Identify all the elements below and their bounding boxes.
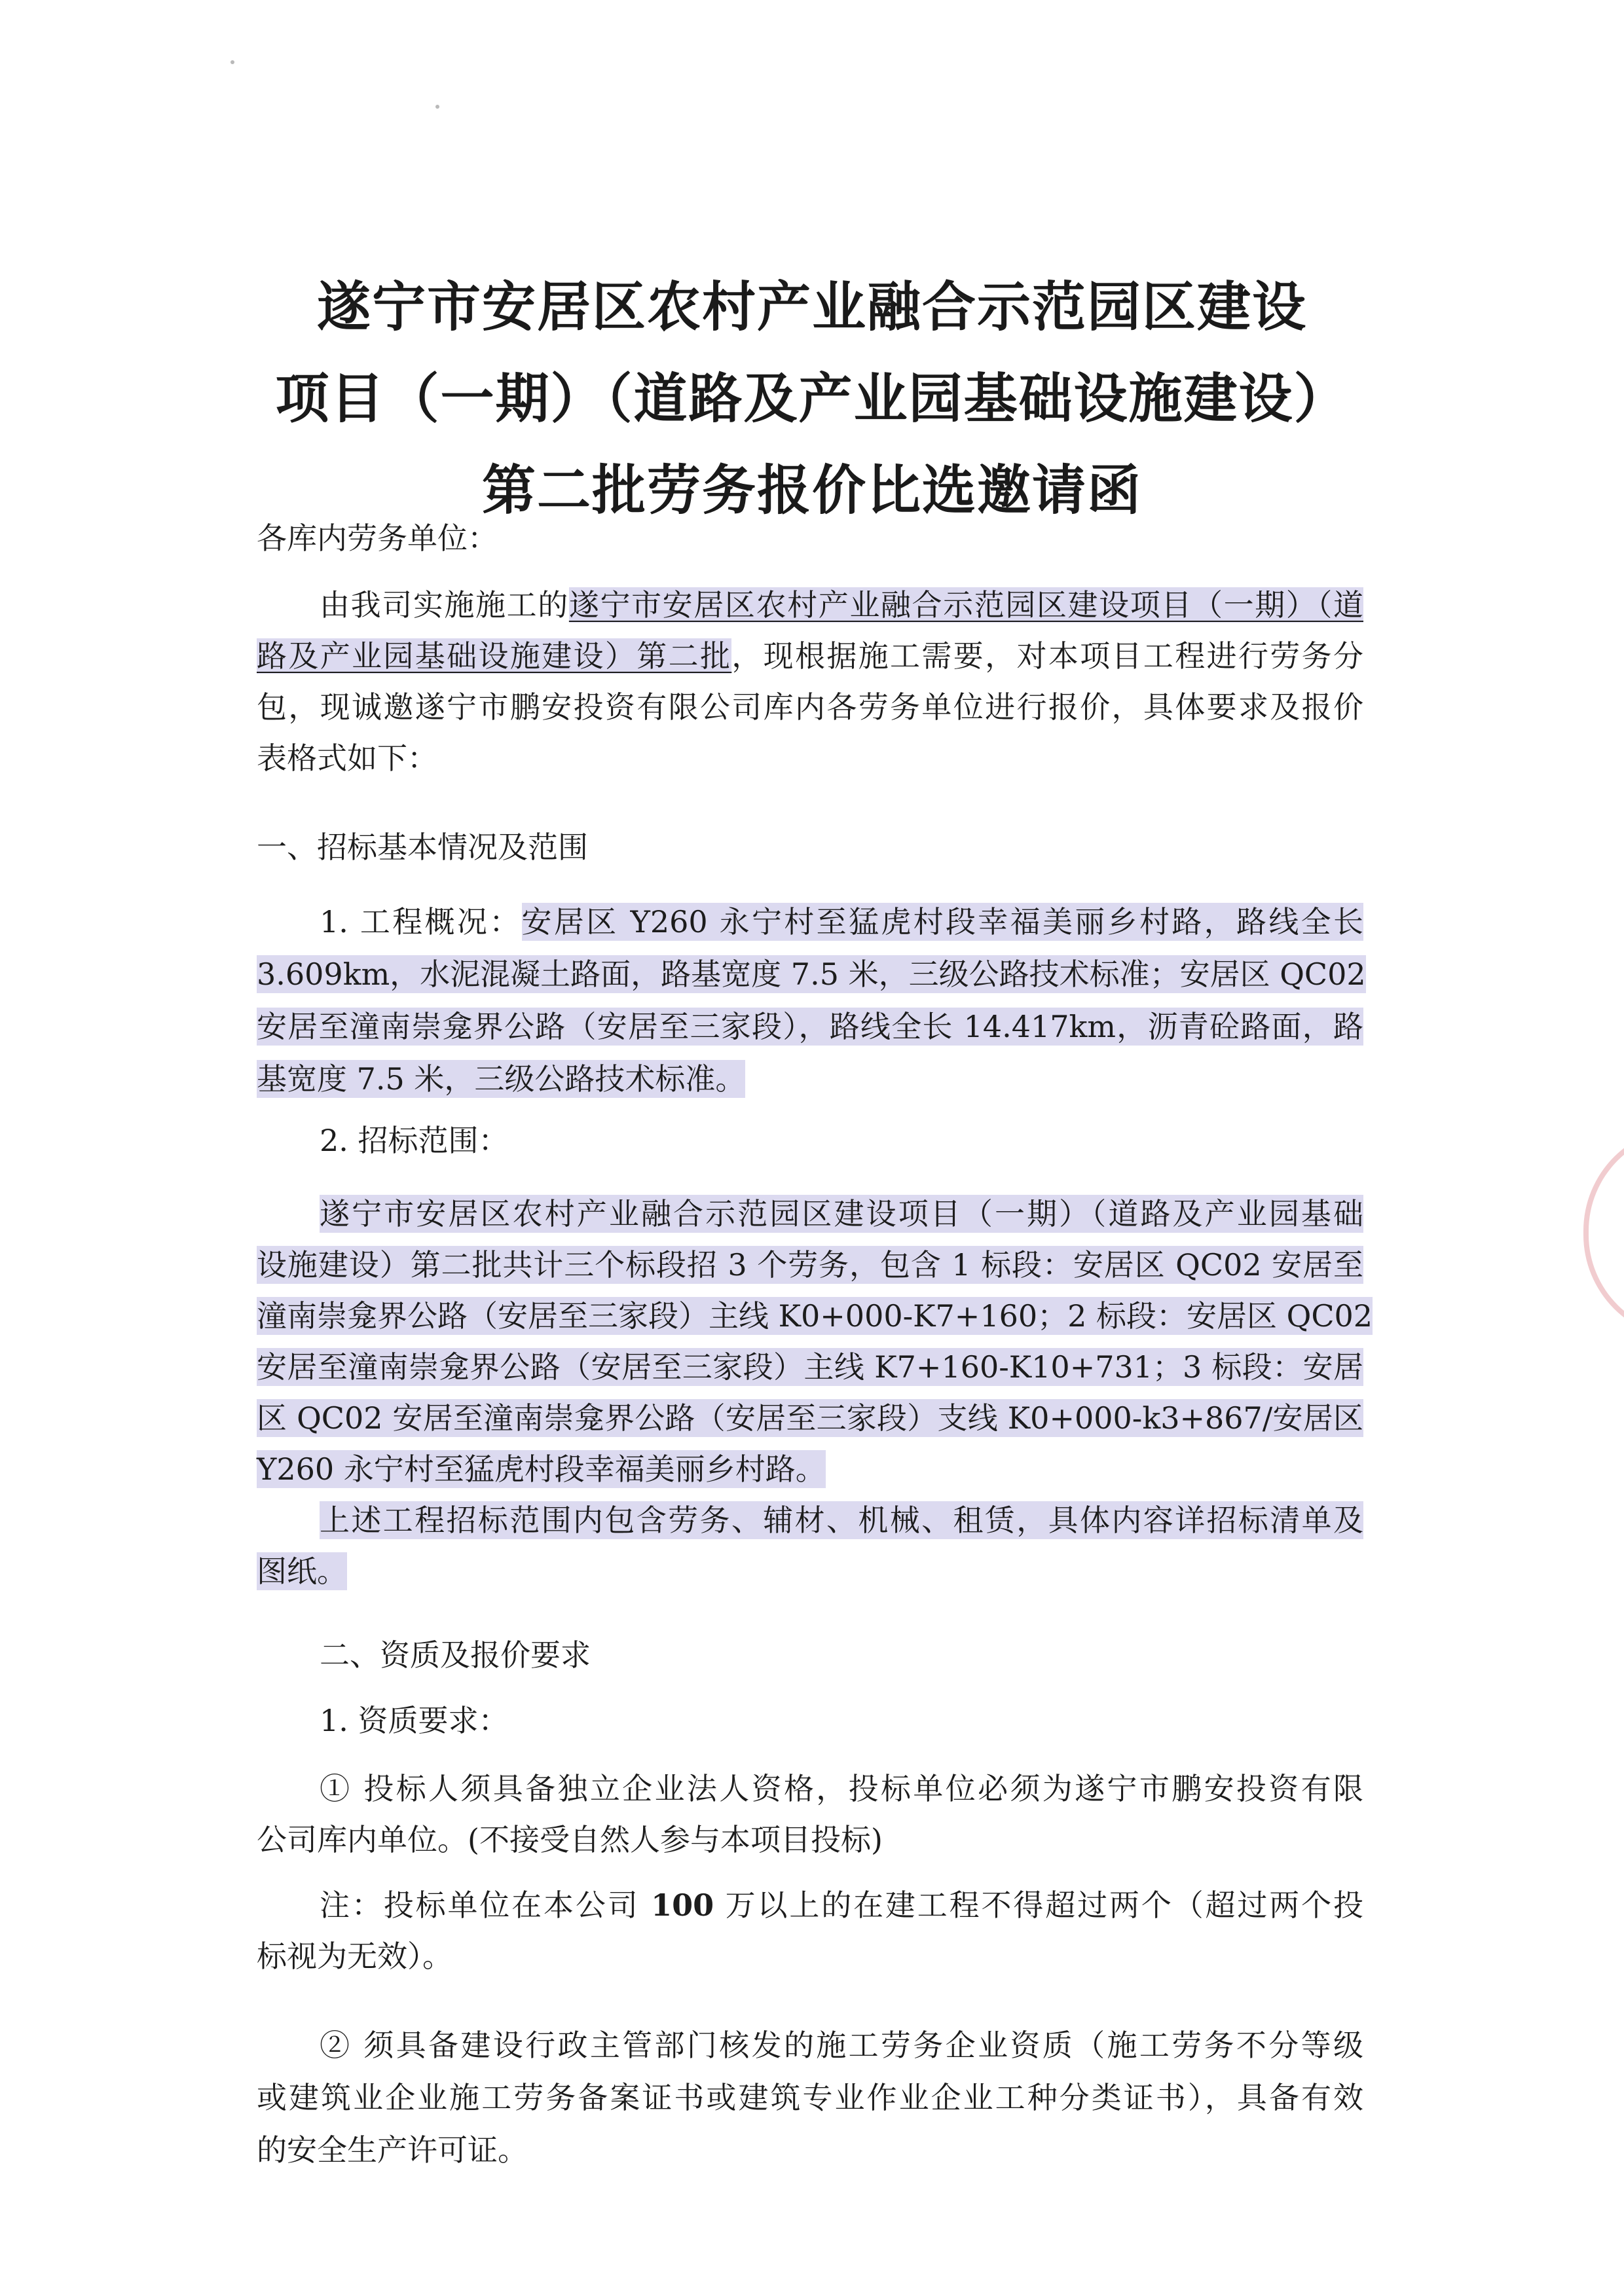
scope-line-2 (257, 1244, 1363, 1286)
title-line-1: 遂宁市安居区农村产业融合示范园区建设 (316, 276, 1307, 338)
scope-line-6 (257, 1448, 1363, 1490)
red-seal-stamp-partial (1583, 1126, 1624, 1339)
intro-line-1 (320, 584, 1363, 626)
scope-text: 上述工程招标范围内包含劳务、辅材、机械、租赁，具体内容详招标清单及 (320, 1503, 1363, 1538)
scope-text: 安居至潼南崇龛界公路（安居至三家段）主线 K7+160-K10+731；3 标段：安居 (257, 1349, 1363, 1385)
scope-text: 设施建设）第二批共计三个标段招 3 个劳务，包含 1 标段：安居区 QC02 安居至 (257, 1247, 1363, 1283)
scan-speck (435, 105, 439, 109)
overview-line-4 (257, 1058, 1363, 1100)
scope-label: 2. 招标范围： (320, 1123, 509, 1158)
section-1-heading: 一、招标基本情况及范围 (257, 829, 588, 865)
scope-line-3 (257, 1295, 1373, 1337)
scope-line-7 (320, 1499, 1363, 1541)
note-amount: 100 (651, 1887, 714, 1923)
scan-speck (231, 60, 234, 64)
qualification-2-line-3: 的安全生产许可证。 (257, 2132, 528, 2168)
note-line-1 (320, 1884, 1363, 1926)
project-name-underlined-cont: 路及产业园基础设施建设）第二批 (257, 638, 732, 674)
scope-line-4 (257, 1346, 1363, 1388)
note-line-2: 标视为无效）。 (257, 1939, 452, 1974)
intro-prefix: 由我司实施施工的 (320, 587, 569, 623)
scope-line-5 (257, 1397, 1363, 1439)
qualification-label: 1. 资质要求： (320, 1703, 509, 1738)
overview-label: 1. 工程概况： (320, 904, 522, 939)
scope-line-1 (320, 1193, 1363, 1235)
overview-line-2 (257, 953, 1366, 995)
title-line-3: 第二批劳务报价比选邀请函 (481, 460, 1142, 522)
qualification-2-line-2: 或建筑业企业施工劳务备案证书或建筑专业作业企业工种分类证书），具备有效 (257, 2080, 1363, 2115)
title-line-2: 项目（一期）（道路及产业园基础设施建设） (275, 368, 1349, 430)
note-suffix: 万以上的在建工程不得超过两个（超过两个投 (714, 1887, 1364, 1923)
qualification-1-line-1: ① 投标人须具备独立企业法人资格，投标单位必须为遂宁市鹏安投资有限 (320, 1771, 1363, 1806)
intro-line-2 (257, 635, 1363, 677)
qualification-1-line-2: 公司库内单位。(不接受自然人参与本项目投标) (257, 1822, 883, 1857)
salutation: 各库内劳务单位： (257, 520, 498, 556)
scope-text: Y260 永宁村至猛虎村段幸福美丽乡村路。 (257, 1451, 826, 1487)
overview-line-3 (257, 1006, 1363, 1048)
scope-text: 潼南崇龛界公路（安居至三家段）主线 K0+000-K7+160；2 标段：安居区 QC02 (257, 1298, 1373, 1334)
note-prefix: 注：投标单位在本公司 (320, 1887, 652, 1923)
overview-text: 3.609km，水泥混凝土路面，路基宽度 7.5 米，三级公路技术标准；安居区 QC02 (257, 957, 1366, 992)
qualification-2-line-1: ② 须具备建设行政主管部门核发的施工劳务企业资质（施工劳务不分等级 (320, 2028, 1363, 2063)
intro-line-4: 表格式如下： (257, 740, 437, 776)
scope-text: 区 QC02 安居至潼南崇龛界公路（安居至三家段）支线 K0+000-k3+867/安居区 (257, 1400, 1363, 1436)
overview-text: 安居至潼南崇龛界公路（安居至三家段），路线全长 14.417km，沥青砼路面，路 (257, 1009, 1363, 1044)
scope-line-8 (257, 1550, 1363, 1592)
section-2-heading: 二、资质及报价要求 (320, 1637, 591, 1673)
project-name-underlined: 遂宁市安居区农村产业融合示范园区建设项目（一期）（道 (568, 587, 1364, 623)
intro-text: ，现根据施工需要，对本项目工程进行劳务分 (731, 638, 1364, 674)
overview-text: 安居区 Y260 永宁村至猛虎村段幸福美丽乡村路，路线全长 (521, 904, 1363, 939)
scope-text: 图纸。 (257, 1554, 347, 1589)
scope-text: 遂宁市安居区农村产业融合示范园区建设项目（一期）（道路及产业园基础 (320, 1196, 1363, 1231)
overview-text: 基宽度 7.5 米，三级公路技术标准。 (257, 1061, 746, 1097)
intro-line-3: 包，现诚邀遂宁市鹏安投资有限公司库内各劳务单位进行报价，具体要求及报价 (257, 689, 1363, 725)
overview-line-1 (320, 901, 1363, 943)
document-title (196, 262, 1428, 537)
